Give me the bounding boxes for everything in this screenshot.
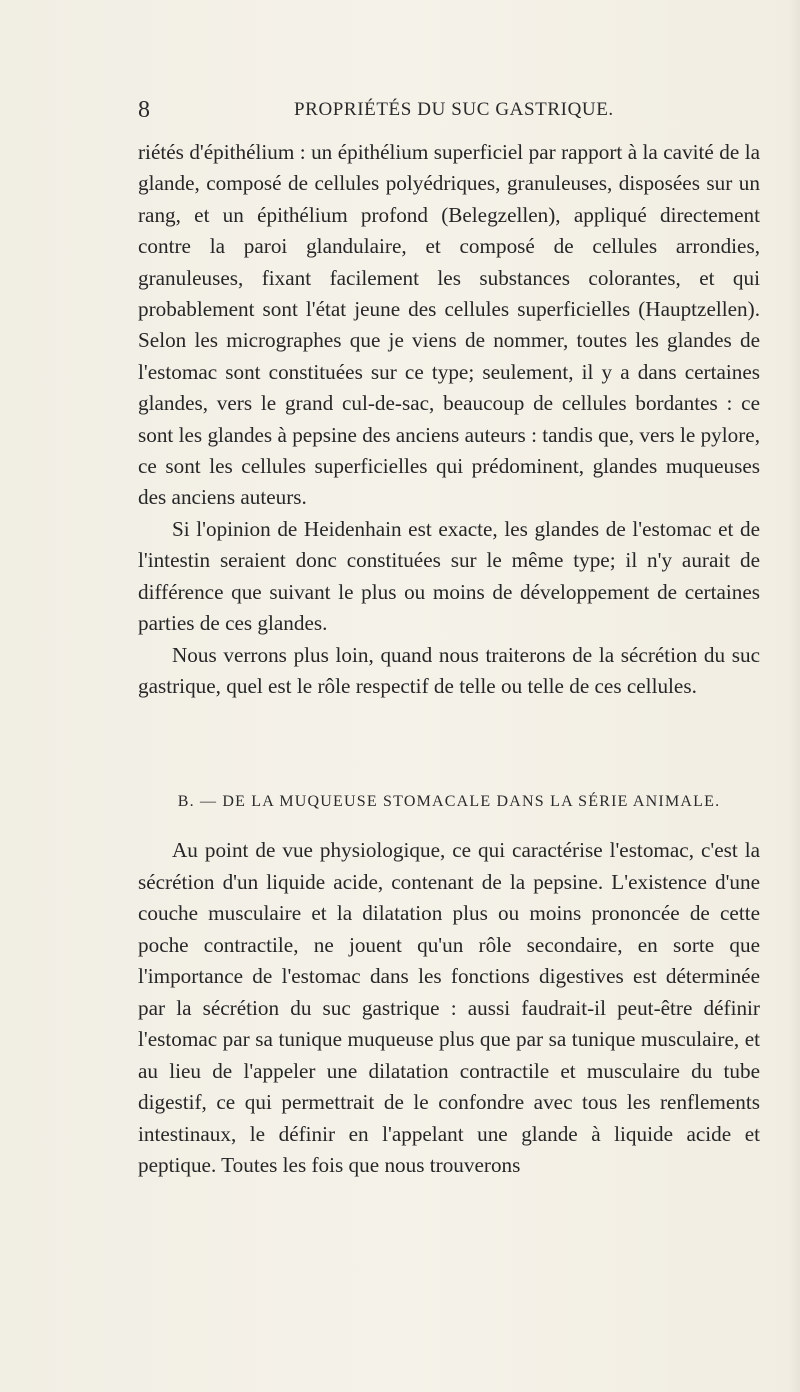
paragraph-heidenhain: Si l'opinion de Heidenhain est exacte, les glandes de l'estomac et de l'intestin seraient donc constituées sur le même type; il n'y aurait de différence que suivant le plus ou moins de développement de certaines parties de ces glandes. xyxy=(138,516,760,636)
page-edge-shadow xyxy=(788,0,800,1392)
paragraph-continued: riétés d'épithélium : un épithélium superficiel par rapport à la cavité de la glande, composé de cellules polyédriques, granuleuses, disposées sur un rang, et un épithélium profond (Belegzellen), appliqué directement contre la paroi glandulaire, et composé de cellules arrondies, granuleuses, fixant facilement les substances colorantes, et qui probablement sont l'état jeune des cellules superficielles (Hauptzellen). Selon les micrographes que je viens de nommer, toutes les glandes de l'estomac sont constituées sur ce type; seulement, il y a dans certaines glandes, vers le grand cul-de-sac, beaucoup de cellules bordantes : ce sont les glandes à pepsine des anciens auteurs : tandis que, vers le pylore, ce sont les cellules superficielles qui prédominent, glandes muqueuses des anciens auteurs. xyxy=(138,140,760,510)
running-title: PROPRIÉTÉS DU SUC GASTRIQUE. xyxy=(294,99,614,120)
body-text xyxy=(138,137,760,702)
section-heading: B. — DE LA MUQUEUSE STOMACALE DANS LA SÉRIE ANIMALE. xyxy=(177,793,721,810)
paragraph-physiology: Au point de vue physiologique, ce qui caractérise l'estomac, c'est la sécrétion d'un liquide acide, contenant de la pepsine. L'existence d'une couche musculaire et la dilatation plus ou moins prononcée de cette poche contractile, ne jouent qu'un rôle secondaire, en sorte que l'importance de l'estomac dans les fonctions digestives est déterminée par la sécrétion du suc gastrique : aussi faudrait-il peut-être définir l'estomac par sa tunique muqueuse plus que par sa tunique musculaire, et au lieu de l'appeler une dilatation contractile et musculaire du tube digestif, ce qui permettrait de le confondre avec tous les renflements intestinaux, le définir en l'appelant une glande à liquide acide et peptique. Toutes les fois que nous trouverons xyxy=(138,838,760,1177)
running-header xyxy=(138,93,760,127)
section-body-text xyxy=(138,835,760,1182)
page-number: 8 xyxy=(138,97,150,123)
paragraph-secretion: Nous verrons plus loin, quand nous traiterons de la sécrétion du suc gastrique, quel est le rôle respectif de telle ou telle de ces cellules. xyxy=(138,642,760,698)
